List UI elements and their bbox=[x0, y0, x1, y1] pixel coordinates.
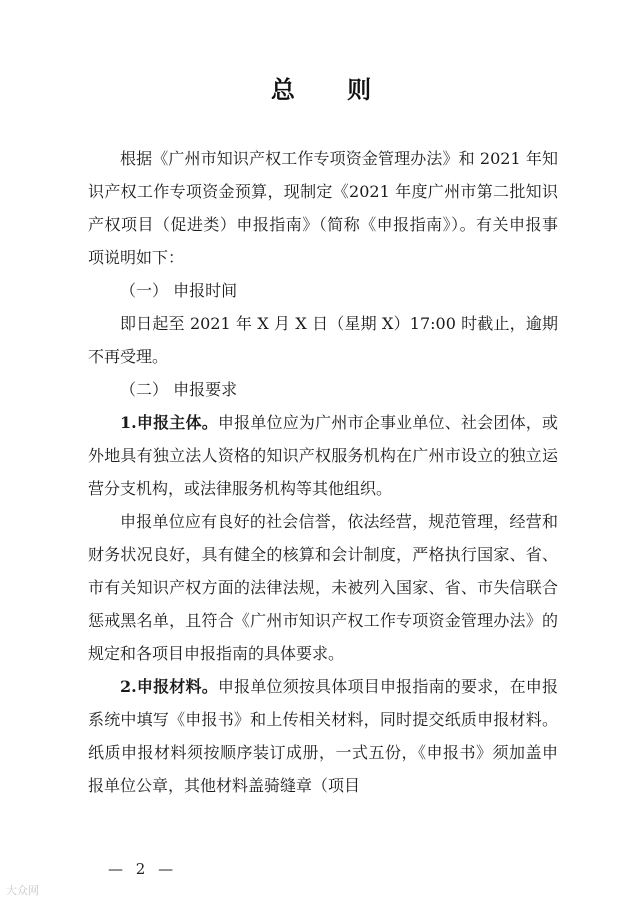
applicant-heading: 1.申报主体。 bbox=[120, 413, 218, 432]
section-heading-requirements: （二） 申报要求 bbox=[120, 380, 238, 399]
credit-paragraph: 申报单位应有良好的社会信誉，依法经营，规范管理，经营和财务状况良好，具有健全的核算和会计制度，严格执行国家、省、市有关知识产权方面的法律法规，未被列入国家、省、市失信联合惩戒黑名单，且符合《广州市知识产权工作专项资金管理办法》的规定和各项目申报指南的具体要求。 bbox=[88, 512, 558, 663]
applicant-text: 申报单位应为广州市企事业单位、社会团体，或外地具有独立法人资格的知识产权服务机构在广州市设立的独立运营分支机构，或法律服务机构等其他组织。 bbox=[88, 413, 558, 498]
applicant-paragraph bbox=[88, 406, 558, 505]
page-number: — 2 — bbox=[108, 860, 178, 878]
page-title: 总 则 bbox=[270, 76, 394, 104]
document-body bbox=[88, 142, 558, 802]
section-heading-time: （一） 申报时间 bbox=[120, 281, 238, 300]
materials-text: 申报单位须按具体项目申报指南的要求，在申报系统中填写《申报书》和上传相关材料，同时提交纸质申报材料。纸质申报材料须按顺序装订成册，一式五份，《申报书》须加盖申报单位公章，其他材料盖骑缝章（项目 bbox=[88, 677, 558, 795]
materials-heading: 2.申报材料。 bbox=[120, 677, 218, 696]
intro-paragraph: 根据《广州市知识产权工作专项资金管理办法》和 2021 年知识产权工作专项资金预算，现制定《2021 年度广州市第二批知识产权项目（促进类）申报指南》（简称《申报指南》）。有关申报事项说明如下： bbox=[88, 149, 558, 267]
watermark-logo: 大众网 bbox=[6, 884, 39, 897]
time-paragraph: 即日起至 2021 年 X 月 X 日（星期 X）17:00 时截止，逾期不再受理。 bbox=[88, 314, 558, 366]
materials-paragraph bbox=[88, 670, 558, 802]
